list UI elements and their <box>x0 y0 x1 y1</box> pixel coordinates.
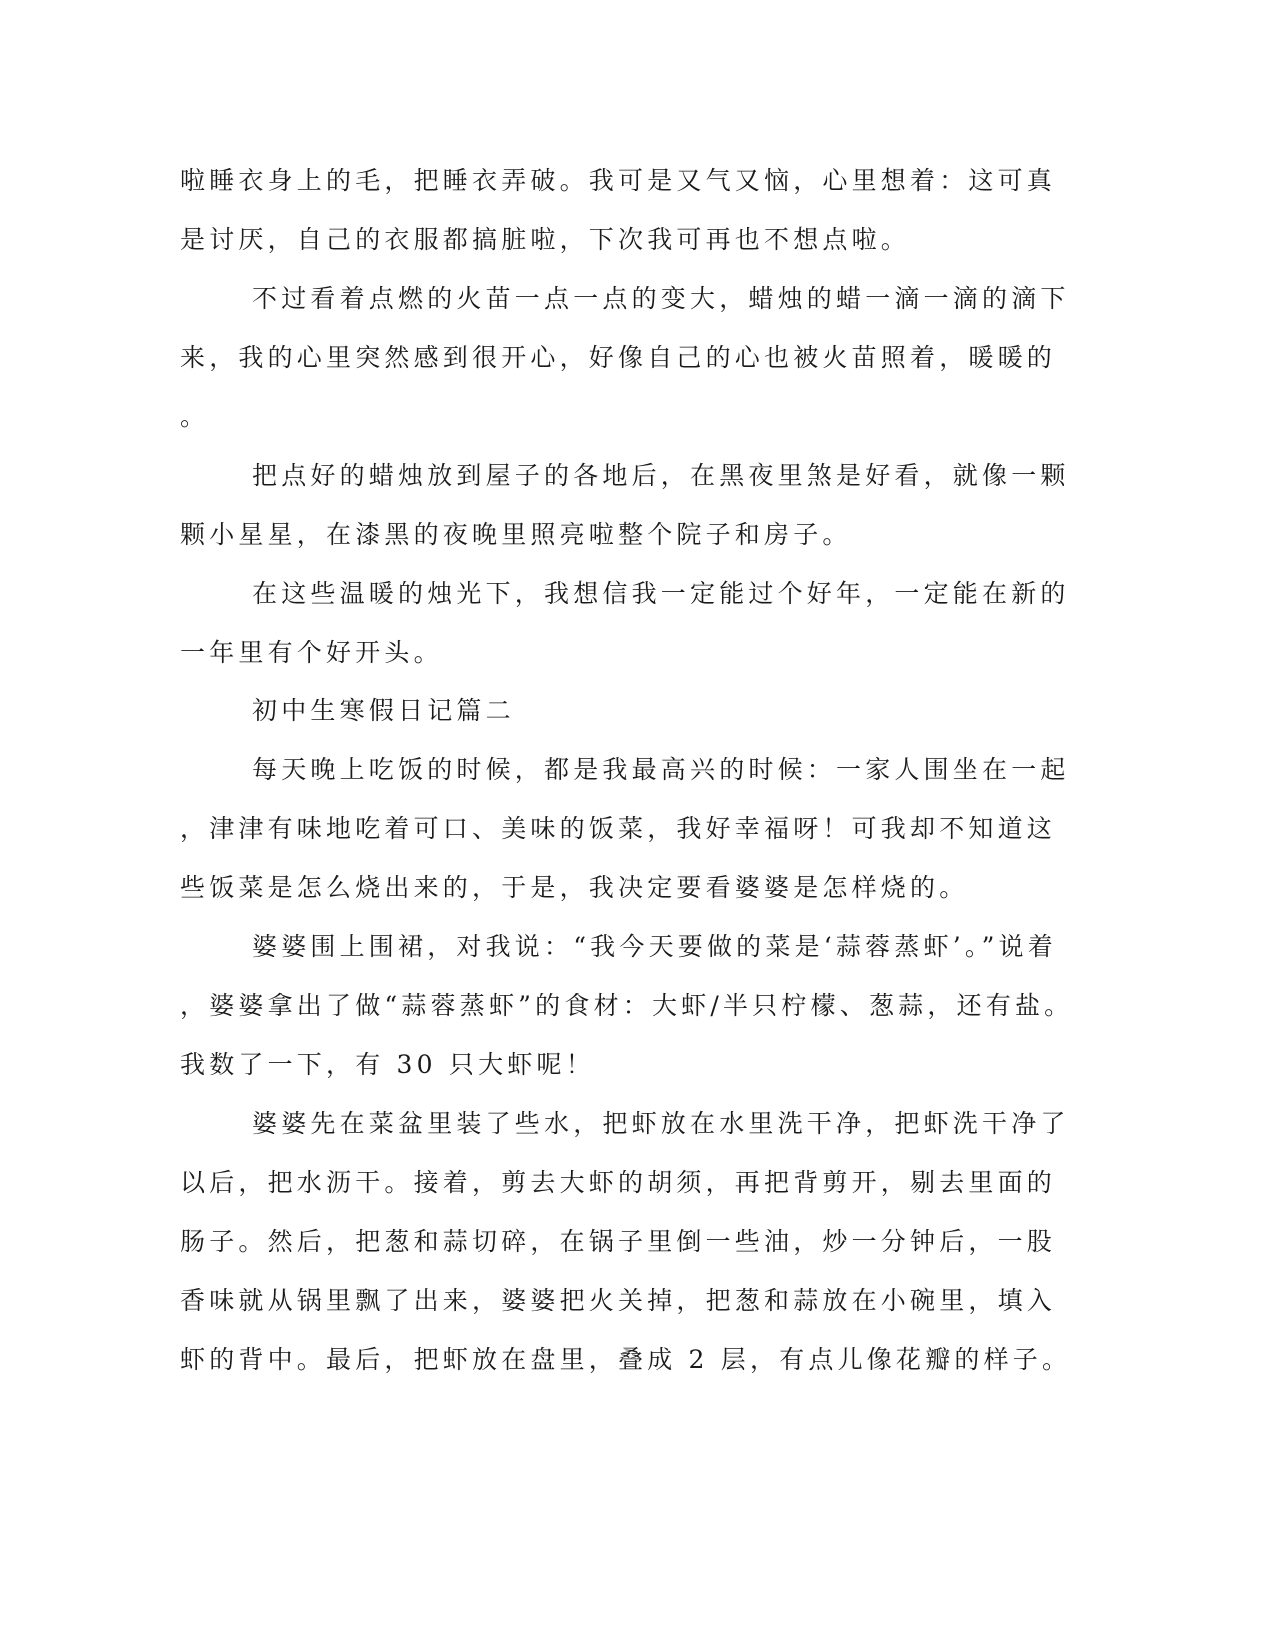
text-line-13: 些饭菜是怎么烧出来的，于是，我决定要看婆婆是怎样烧的。 <box>180 873 969 902</box>
text-line-2: 是讨厌，自己的衣服都搞脏啦，下次我可再也不想点啦。 <box>180 225 911 254</box>
text-line-16: 我数了一下，有 30 只大虾呢！ <box>180 1050 595 1079</box>
text-line-11: 每天晚上吃饭的时候，都是我最高兴的时候：一家人围坐在一起 <box>252 755 1070 784</box>
text-line-1: 啦睡衣身上的毛，把睡衣弄破。我可是又气又恼，心里想着：这可真 <box>180 166 1057 195</box>
text-line-4: 来，我的心里突然感到很开心，好像自己的心也被火苗照着，暖暖的 <box>180 343 1057 372</box>
text-line-21: 虾的背中。最后，把虾放在盘里，叠成 2 层，有点儿像花瓣的样子。 <box>180 1345 1072 1374</box>
text-line-19: 肠子。然后，把葱和蒜切碎，在锅子里倒一些油，炒一分钟后，一股 <box>180 1227 1057 1256</box>
text-line-8: 在这些温暖的烛光下，我想信我一定能过个好年，一定能在新的 <box>252 579 1070 608</box>
text-line-20: 香味就从锅里飘了出来，婆婆把火关掉，把葱和蒜放在小碗里，填入 <box>180 1286 1057 1315</box>
text-line-17: 婆婆先在菜盆里装了些水，把虾放在水里洗干净，把虾洗干净了 <box>252 1109 1070 1138</box>
text-line-5: 。 <box>180 402 210 431</box>
text-line-14: 婆婆围上围裙，对我说：“我今天要做的菜是‘蒜蓉蒸虾’。”说着 <box>252 932 1057 961</box>
text-line-18: 以后，把水沥干。接着，剪去大虾的胡须，再把背剪开，剔去里面的 <box>180 1168 1057 1197</box>
text-line-12: ，津津有味地吃着可口、美味的饭菜，我好幸福呀！可我却不知道这 <box>180 814 1057 843</box>
text-line-7: 颗小星星，在漆黑的夜晚里照亮啦整个院子和房子。 <box>180 520 852 549</box>
text-line-9: 一年里有个好开头。 <box>180 638 443 667</box>
text-line-3: 不过看着点燃的火苗一点一点的变大，蜡烛的蜡一滴一滴的滴下 <box>252 284 1070 313</box>
text-line-6: 把点好的蜡烛放到屋子的各地后，在黑夜里煞是好看，就像一颗 <box>252 461 1070 490</box>
text-line-15: ，婆婆拿出了做“蒜蓉蒸虾”的食材：大虾/半只柠檬、葱蒜，还有盐。 <box>180 991 1074 1020</box>
section-heading: 初中生寒假日记篇二 <box>252 696 515 725</box>
